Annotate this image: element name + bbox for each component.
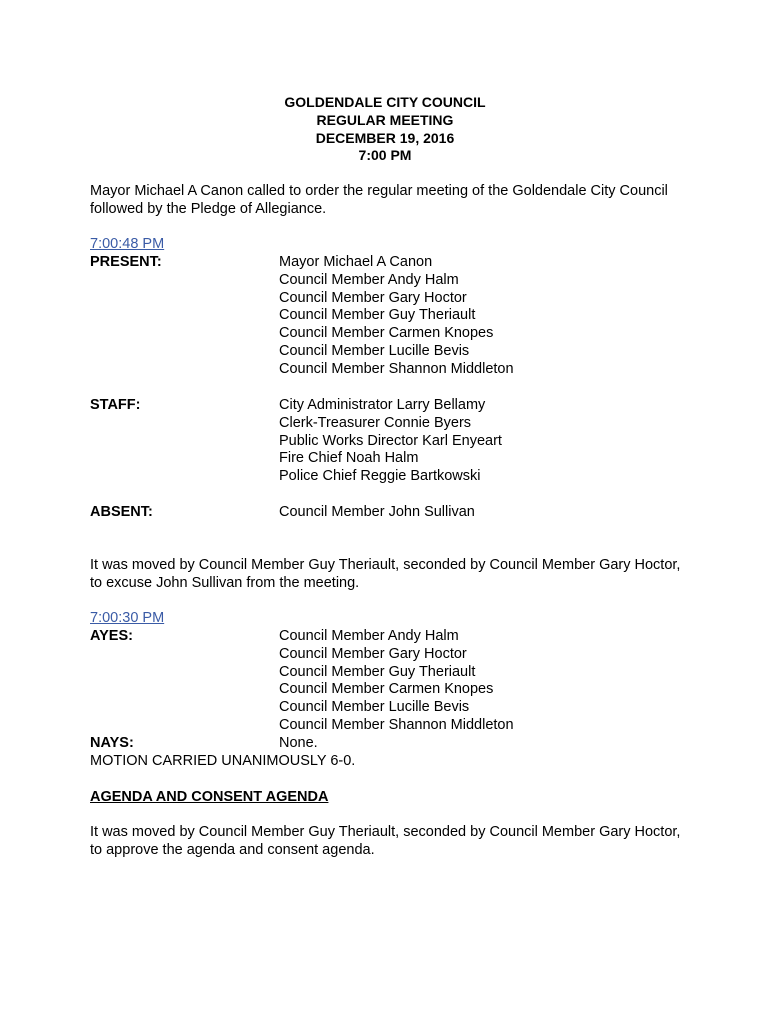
absent-label: ABSENT: (90, 504, 153, 520)
roll-call-timestamp-link[interactable]: 7:00:48 PM (90, 236, 165, 252)
present-member: Council Member Guy Theriault (279, 307, 476, 324)
aye-member: Council Member Guy Theriault (279, 663, 476, 680)
nays-value: None. (279, 735, 318, 751)
staff-member: Police Chief Reggie Bartkowski (279, 468, 481, 485)
aye-member: Council Member Shannon Middleton (279, 716, 514, 733)
agenda-motion-paragraph: It was moved by Council Member Guy Theriault, seconded by Council Member Gary Hoctor, to approve the agenda and consent agenda. (90, 824, 681, 858)
present-member: Council Member Andy Halm (279, 271, 459, 288)
present-member: Council Member Gary Hoctor (279, 289, 467, 306)
agenda-section-title: AGENDA AND CONSENT AGENDA (90, 789, 329, 805)
staff-member: Clerk-Treasurer Connie Byers (279, 414, 472, 431)
ayes-label: AYES: (90, 628, 133, 644)
present-member: Council Member Shannon Middleton (279, 360, 514, 377)
staff-member: City Administrator Larry Bellamy (279, 397, 486, 413)
meeting-header (0, 94, 770, 165)
ayes-list (279, 628, 699, 735)
staff-member: Public Works Director Karl Enyeart (279, 432, 502, 449)
intro-paragraph: Mayor Michael A Canon called to order the regular meeting of the Goldendale City Council followed by the Pledge of Allegiance. (90, 183, 668, 217)
present-list (279, 254, 699, 379)
present-member: Mayor Michael A Canon (279, 254, 433, 270)
nays-label: NAYS: (90, 735, 134, 751)
aye-member: Council Member Carmen Knopes (279, 681, 494, 698)
motion-excuse-paragraph: It was moved by Council Member Guy Theriault, seconded by Council Member Gary Hoctor, to excuse John Sullivan from the meeting. (90, 557, 681, 591)
header-council-name: GOLDENDALE CITY COUNCIL (284, 94, 486, 110)
header-date: DECEMBER 19, 2016 (315, 129, 455, 146)
present-label: PRESENT: (90, 254, 162, 270)
motion-result: MOTION CARRIED UNANIMOUSLY 6-0. (90, 753, 356, 769)
vote-timestamp-link[interactable]: 7:00:30 PM (90, 610, 165, 626)
absent-member: Council Member John Sullivan (279, 504, 475, 520)
staff-label: STAFF: (90, 397, 141, 413)
aye-member: Council Member Andy Halm (279, 628, 459, 644)
header-meeting-type: REGULAR MEETING (316, 111, 454, 128)
present-member: Council Member Carmen Knopes (279, 325, 494, 342)
aye-member: Council Member Lucille Bevis (279, 699, 470, 716)
present-member: Council Member Lucille Bevis (279, 342, 470, 359)
staff-member: Fire Chief Noah Halm (279, 450, 419, 467)
aye-member: Council Member Gary Hoctor (279, 645, 467, 662)
staff-list (279, 397, 699, 486)
header-time: 7:00 PM (358, 147, 412, 164)
